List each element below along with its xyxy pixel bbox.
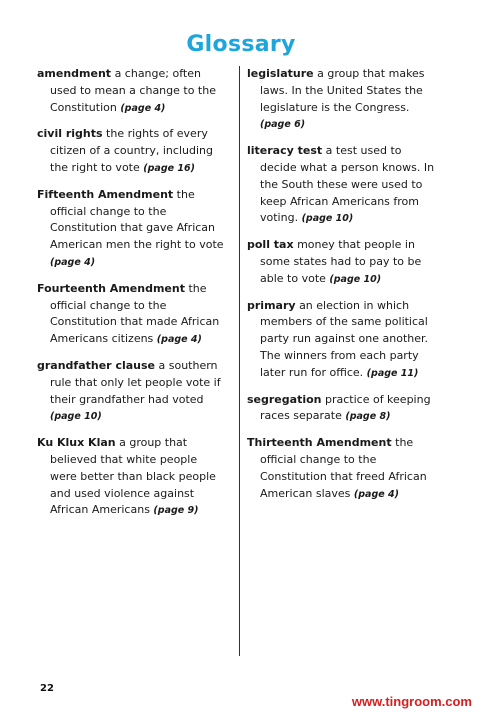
glossary-left-column <box>37 66 227 529</box>
glossary-term: grandfather clause <box>37 358 155 372</box>
page-reference: (page 10) <box>50 411 102 423</box>
glossary-term: civil rights <box>37 127 103 141</box>
glossary-entry <box>247 435 437 503</box>
glossary-definition: practice of keeping races separate <box>260 392 431 423</box>
glossary-entry <box>247 237 437 288</box>
glossary-entry <box>37 281 227 349</box>
glossary-definition: a group that makes laws. In the United States the legislature is the Congress. <box>260 67 425 114</box>
page-reference: (page 9) <box>153 505 199 517</box>
glossary-right-column <box>247 66 437 512</box>
glossary-term: Fifteenth Amendment <box>37 187 174 201</box>
watermark-link[interactable]: www.tingroom.com <box>351 694 472 709</box>
page-reference: (page 16) <box>143 162 195 174</box>
glossary-term: amendment <box>37 67 112 80</box>
glossary-term: primary <box>247 298 296 312</box>
glossary-entry <box>247 392 437 427</box>
glossary-entry <box>37 66 227 117</box>
page-reference: (page 6) <box>260 119 306 131</box>
glossary-definition: the official change to the Constitution that gave African American men the right to vote <box>50 187 224 252</box>
glossary-term: poll tax <box>247 238 294 252</box>
page-title: Glossary <box>186 32 296 57</box>
page-number: 22 <box>40 683 54 694</box>
glossary-definition: money that people in some states had to pay to be able to vote <box>260 238 422 285</box>
page-reference: (page 10) <box>329 273 382 285</box>
glossary-definition: a southern rule that only let people vote if their grandfather had voted <box>50 358 221 406</box>
glossary-definition: the official change to the Constitution that made African Americans citizens <box>50 281 220 346</box>
glossary-definition: the official change to the Constitution that freed African American slaves <box>260 436 427 500</box>
glossary-term: segregation <box>247 392 322 406</box>
glossary-definition: the rights of every citizen of a country, including the right to vote <box>50 127 213 174</box>
page-reference: (page 8) <box>345 411 391 423</box>
glossary-entry <box>37 435 227 520</box>
page-reference: (page 11) <box>366 367 419 379</box>
page-reference: (page 4) <box>156 334 202 346</box>
glossary-term: Thirteenth Amendment <box>247 436 392 450</box>
glossary-term: literacy test <box>247 144 323 158</box>
column-divider <box>239 66 240 656</box>
glossary-term: Fourteenth Amendment <box>37 281 185 295</box>
glossary-entry <box>247 66 437 134</box>
glossary-term: legislature <box>247 67 314 80</box>
page-reference: (page 10) <box>301 213 354 225</box>
glossary-entry <box>37 126 227 177</box>
glossary-entry <box>37 358 227 426</box>
glossary-entry <box>247 143 437 228</box>
glossary-entry <box>247 298 437 383</box>
page-reference: (page 4) <box>120 102 166 114</box>
page-reference: (page 4) <box>353 488 399 500</box>
glossary-entry <box>37 187 227 272</box>
glossary-term: Ku Klux Klan <box>37 436 116 450</box>
glossary-definition: a group that believed that white people were better than black people and used violence against African Americans <box>50 436 216 517</box>
glossary-definition: a change; often used to mean a change to the Constitution <box>50 67 216 114</box>
page-reference: (page 4) <box>50 256 96 268</box>
glossary-definition: a test used to decide what a person knows. In the South these were used to keep African Americans from voting. <box>260 144 435 225</box>
glossary-definition: an election in which members of the same political party run against one another. The winners from each party later run for office. <box>260 298 429 379</box>
